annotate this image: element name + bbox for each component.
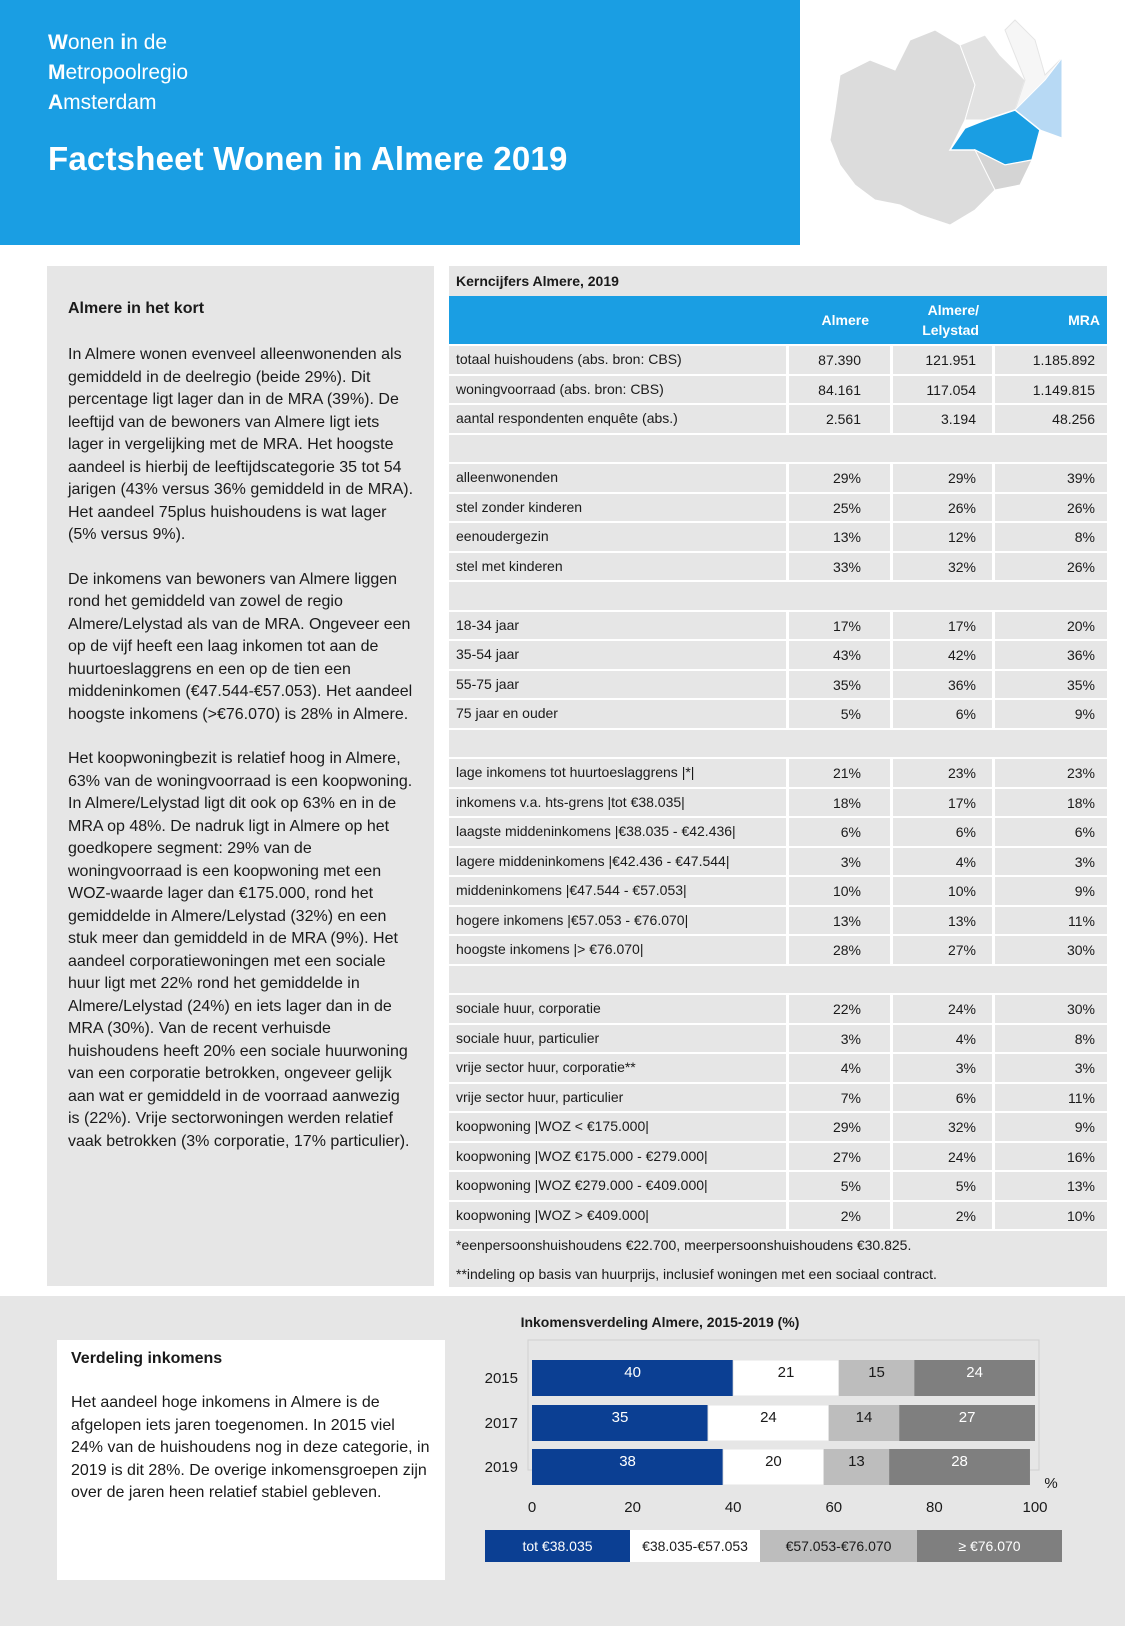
cell-mra: 39% [1066, 470, 1095, 486]
distribution-heading: Verdeling inkomens [71, 1350, 223, 1367]
x-tick-label: 60 [825, 1499, 843, 1516]
axis-unit-label: % [1044, 1475, 1058, 1492]
y-tick-label: 2015 [484, 1370, 518, 1387]
table-row [449, 462, 1107, 492]
cell-almere: 28% [832, 942, 861, 958]
column-header-almere-lelystad: Almere/ Lelystad [922, 302, 979, 338]
cell-almere: 13% [832, 912, 861, 929]
cell-mra: 20% [1066, 617, 1095, 634]
cell-almere: 10% [832, 883, 861, 899]
cell-almere-lelystad: 3.194 [940, 411, 976, 427]
brand-logo-text: Wonen in de Metropoolregio Amsterdam [48, 31, 189, 114]
row-label: koopwoning |WOZ > €409.000| [456, 1206, 649, 1223]
row-label: 18-34 jaar [456, 616, 520, 633]
cell-almere-lelystad: 23% [947, 765, 976, 781]
cell-almere-lelystad: 32% [947, 558, 976, 575]
cell-mra: 3% [1074, 1060, 1095, 1076]
cell-almere-lelystad: 17% [947, 794, 976, 811]
row-label: vrije sector huur, particulier [456, 1088, 624, 1105]
cell-mra: 23% [1066, 765, 1095, 781]
cell-almere: 84.161 [818, 381, 861, 398]
table-row [449, 698, 1107, 728]
cell-almere: 25% [832, 499, 861, 516]
row-label: laagste middeninkomens |€38.035 - €42.436| [456, 823, 736, 839]
cell-mra: 11% [1068, 1089, 1095, 1106]
cell-mra: 48.256 [1052, 411, 1095, 427]
cell-almere-lelystad: 24% [947, 1001, 976, 1017]
cell-mra: 8% [1074, 529, 1095, 545]
cell-almere: 2% [840, 1207, 861, 1224]
row-label: eenoudergezin [456, 528, 549, 544]
x-tick-label: 0 [527, 1499, 537, 1516]
cell-almere: 17% [832, 617, 861, 634]
cell-almere-lelystad: 4% [955, 853, 976, 870]
row-label: lage inkomens tot huurtoeslaggrens |*| [456, 764, 695, 780]
cell-almere-lelystad: 2% [955, 1207, 976, 1224]
footnote: **indeling op basis van huurprijs, inclusief woningen met een sociaal contract. [456, 1266, 937, 1282]
key-figures-table [449, 344, 1107, 1229]
row-label: hogere inkomens |€57.053 - €76.070| [456, 911, 689, 928]
table-row [449, 669, 1107, 699]
cell-mra: 35% [1066, 676, 1095, 693]
table-row [449, 1023, 1107, 1053]
page-title: Factsheet Wonen in Almere 2019 [48, 140, 568, 177]
table-spacer-row [449, 433, 1107, 463]
cell-mra: 11% [1068, 912, 1095, 929]
table-row [449, 1082, 1107, 1112]
cell-almere: 2.561 [825, 411, 861, 427]
cell-almere: 3% [840, 853, 861, 870]
cell-mra: 36% [1066, 647, 1095, 663]
data-label: 24 [760, 1409, 777, 1426]
cell-almere-lelystad: 5% [955, 1178, 976, 1194]
table-row [449, 934, 1107, 964]
cell-mra: 1.149.815 [1032, 381, 1095, 398]
table-row [449, 521, 1107, 551]
cell-almere: 29% [832, 470, 861, 486]
x-tick-label: 40 [724, 1499, 742, 1516]
distribution-textbox [57, 1340, 445, 1580]
x-tick-label: 100 [1022, 1499, 1048, 1516]
column-header-almere: Almere [821, 312, 869, 328]
table-spacer-row [449, 728, 1107, 758]
table-row [449, 610, 1107, 640]
intro-paragraph: De inkomens van bewoners van Almere liggen rond het gemiddeld van zowel de regio Almere/Lelystad als van de MRA. Ongeveer een op de vijf heeft een laag inkomen tot aan de huurtoeslaggrens en een op de tien een middeninkomen (€47.544-€57.053). Het aandeel hoogste inkomens (>€76.070) is 28% in Almere. [68, 570, 413, 723]
row-label: stel zonder kinderen [456, 498, 583, 515]
cell-almere: 13% [832, 529, 861, 545]
cell-almere: 43% [832, 647, 861, 663]
data-label: 35 [611, 1409, 629, 1426]
cell-almere-lelystad: 13% [947, 912, 976, 929]
cell-almere: 22% [832, 1001, 861, 1017]
cell-mra: 30% [1066, 942, 1095, 958]
cell-almere-lelystad: 4% [955, 1030, 976, 1047]
legend-label: tot €38.035 [522, 1538, 593, 1554]
cell-mra: 18% [1066, 794, 1095, 811]
cell-mra: 9% [1074, 883, 1095, 899]
table-row [449, 905, 1107, 935]
table-row [449, 1052, 1107, 1082]
legend-label: ≥ €76.070 [958, 1538, 1021, 1554]
cell-almere: 87.390 [818, 352, 861, 368]
intro-paragraph: Het koopwoningbezit is relatief hoog in Almere, 63% van de woningvoorraad is een koopwoning. In Almere/Lelystad ligt dit ook op 63% en in de MRA op 48%. De nadruk ligt in Almere op het goedkopere segment: 29% van de woningvoorraad is een koopwoning met een WOZ-waarde lager dan €175.000, rond het gemiddelde in Almere/Lelystad (32%) en een stuk meer dan gemiddeld in de MRA (9%). Het aandeel corporatiewoningen met een sociale huur ligt met 22% rond het gemiddelde in Almere/Lelystad (24%) en iets lager dan in de MRA (30%). Van de recent verhuisde huishoudens heeft 20% een sociale huurwoning van een corporatie betrokken, ongeveer gelijk aan wat er gemiddeld in de voorraad aanwezig is (22%). Vrije sectorwoningen werden relatief vaak betrokken (3% corporatie, 17% particulier). [68, 750, 413, 1150]
cell-mra: 10% [1066, 1207, 1095, 1224]
data-label: 20 [765, 1453, 782, 1470]
intro-paragraph: In Almere wonen evenveel alleenwonenden als gemiddeld in de deelregio (beide 29%). Dit percentage ligt lager dan in de MRA (39%). De leeftijd van de bewoners van Almere ligt iets lager in vergelijking met de MRA. Het hoogste aandeel is hierbij de leeftijdscategorie 35 tot 54 jarigen (43% versus 36% gemiddeld in de MRA). Het aandeel 75plus huishoudens is wat lager (5% versus 9%). [68, 346, 414, 543]
table-spacer-row [449, 580, 1107, 610]
table-row [449, 846, 1107, 876]
cell-almere-lelystad: 6% [955, 824, 976, 840]
cell-almere-lelystad: 6% [955, 706, 976, 722]
table-row [449, 1200, 1107, 1230]
data-label: 38 [619, 1453, 636, 1470]
table-row [449, 344, 1107, 374]
data-label: 15 [868, 1364, 885, 1381]
cell-almere-lelystad: 29% [947, 470, 976, 486]
intro-panel [47, 266, 434, 1286]
cell-mra: 8% [1074, 1030, 1095, 1047]
data-label: 21 [777, 1364, 795, 1381]
cell-almere: 4% [840, 1060, 861, 1076]
cell-almere-lelystad: 12% [947, 529, 976, 545]
row-label: sociale huur, particulier [456, 1029, 600, 1046]
table-row [449, 639, 1107, 669]
cell-almere-lelystad: 27% [947, 942, 976, 958]
legend-label: €57.053-€76.070 [785, 1538, 892, 1554]
cell-almere-lelystad: 3% [955, 1060, 976, 1076]
table-row [449, 757, 1107, 787]
cell-almere-lelystad: 10% [947, 883, 976, 899]
table-row [449, 551, 1107, 581]
cell-almere: 7% [840, 1089, 861, 1106]
column-header-mra: MRA [1068, 312, 1100, 328]
legend-label: €38.035-€57.053 [642, 1538, 748, 1554]
intro-heading: Almere in het kort [68, 300, 205, 317]
cell-mra: 26% [1066, 558, 1095, 575]
cell-almere: 35% [832, 676, 861, 693]
cell-mra: 6% [1074, 824, 1095, 840]
header-banner [0, 0, 800, 245]
data-label: 28 [951, 1453, 968, 1470]
table-row [449, 492, 1107, 522]
table-row [449, 403, 1107, 433]
cell-mra: 9% [1074, 1119, 1095, 1135]
cell-mra: 9% [1074, 706, 1095, 722]
cell-mra: 1.185.892 [1032, 352, 1095, 368]
row-label: koopwoning |WOZ €175.000 - €279.000| [456, 1147, 708, 1164]
chart-title: Inkomensverdeling Almere, 2015-2019 (%) [520, 1314, 800, 1330]
table-spacer-row [449, 964, 1107, 994]
data-label: 13 [848, 1453, 865, 1470]
table-row [449, 374, 1107, 404]
cell-almere: 18% [832, 794, 861, 811]
row-label: vrije sector huur, corporatie** [456, 1059, 636, 1075]
cell-almere: 3% [840, 1030, 861, 1047]
cell-almere-lelystad: 36% [947, 676, 976, 693]
data-label: 14 [855, 1409, 873, 1426]
x-tick-label: 20 [624, 1499, 641, 1516]
cell-almere-lelystad: 32% [947, 1119, 976, 1135]
row-label: 55-75 jaar [456, 675, 520, 692]
table-row [449, 1111, 1107, 1141]
table-row [449, 1170, 1107, 1200]
region-map-icon [800, 0, 1125, 245]
cell-almere-lelystad: 6% [955, 1089, 976, 1106]
cell-almere: 5% [840, 1178, 861, 1194]
cell-almere: 6% [840, 824, 861, 840]
y-tick-label: 2019 [484, 1459, 518, 1476]
cell-almere: 21% [832, 765, 861, 781]
row-label: hoogste inkomens |> €76.070| [456, 941, 644, 957]
row-label: koopwoning |WOZ < €175.000| [456, 1118, 649, 1134]
row-label: sociale huur, corporatie [456, 1000, 601, 1016]
row-label: middeninkomens |€47.544 - €57.053| [456, 882, 687, 898]
cell-mra: 3% [1074, 853, 1095, 870]
cell-almere-lelystad: 121.951 [925, 352, 976, 368]
income-section [0, 1296, 1125, 1626]
row-label: 75 jaar en ouder [456, 705, 558, 721]
cell-mra: 26% [1066, 499, 1095, 516]
cell-almere: 5% [840, 706, 861, 722]
table-row [449, 1141, 1107, 1171]
cell-mra: 30% [1066, 1001, 1095, 1017]
x-tick-label: 80 [926, 1499, 943, 1516]
row-label: inkomens v.a. hts-grens |tot €38.035| [456, 793, 685, 810]
row-label: 35-54 jaar [456, 646, 520, 662]
row-label: koopwoning |WOZ €279.000 - €409.000| [456, 1177, 708, 1193]
data-label: 24 [966, 1364, 983, 1381]
table-title: Kerncijfers Almere, 2019 [449, 266, 1107, 296]
y-tick-label: 2017 [484, 1415, 518, 1432]
data-label: 27 [958, 1409, 976, 1426]
cell-mra: 13% [1066, 1178, 1095, 1194]
row-label: aantal respondenten enquête (abs.) [456, 410, 678, 426]
table-row [449, 816, 1107, 846]
table-header [449, 296, 1107, 344]
table-row [449, 993, 1107, 1023]
table-row [449, 875, 1107, 905]
cell-almere-lelystad: 117.054 [926, 381, 976, 398]
row-label: lagere middeninkomens |€42.436 - €47.544| [456, 852, 730, 869]
row-label: woningvoorraad (abs. bron: CBS) [456, 380, 664, 397]
cell-almere: 29% [832, 1119, 861, 1135]
footnote: *eenpersoonshuishoudens €22.700, meerpersoonshuishoudens €30.825. [456, 1237, 912, 1253]
cell-almere-lelystad: 42% [947, 647, 976, 663]
cell-mra: 16% [1066, 1148, 1095, 1165]
table-footnotes [449, 1231, 1107, 1287]
row-label: stel met kinderen [456, 557, 563, 574]
cell-almere-lelystad: 24% [947, 1148, 976, 1165]
table-row [449, 787, 1107, 817]
cell-almere: 33% [832, 558, 861, 575]
income-distribution-chart [460, 1306, 1120, 1626]
distribution-text: Het aandeel hoge inkomens in Almere is de afgelopen iets jaren toegenomen. In 2015 viel 24% van de huishoudens nog in deze categorie, in 2019 is dit 28%. De overige inkomensgroepen zijn over de jaren heen relatief stabiel gebleven. [71, 1394, 430, 1501]
row-label: alleenwonenden [456, 469, 558, 485]
cell-almere: 27% [832, 1148, 861, 1165]
row-label: totaal huishoudens (abs. bron: CBS) [456, 351, 682, 367]
cell-almere-lelystad: 26% [947, 499, 976, 516]
data-label: 40 [624, 1364, 641, 1381]
cell-almere-lelystad: 17% [947, 617, 976, 634]
